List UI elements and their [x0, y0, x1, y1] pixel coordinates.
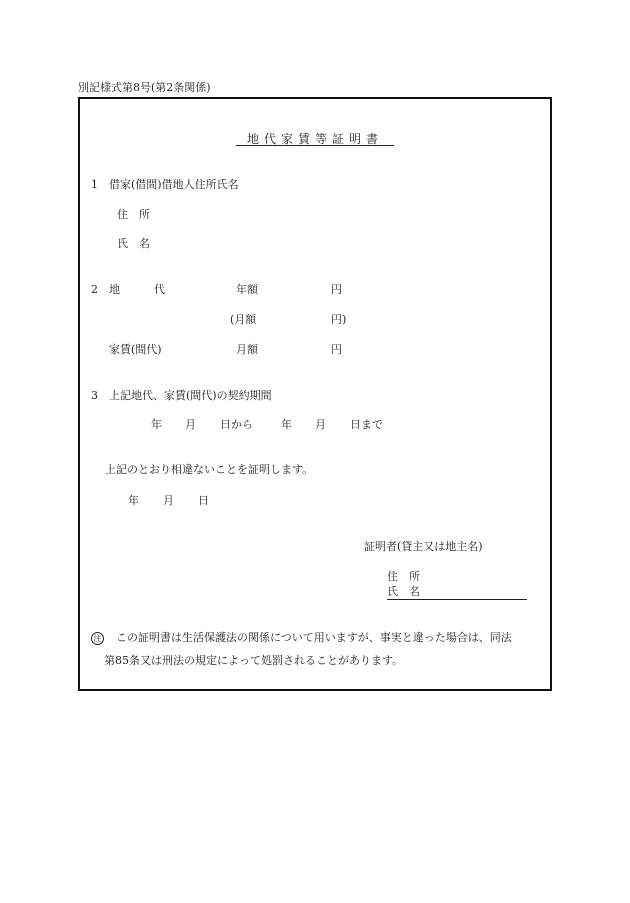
form-number: 別記様式第8号(第2条関係)	[78, 81, 211, 94]
note-line-2: 第85条又は刑法の規定によって処罰されることがあります。	[104, 654, 404, 667]
section3-heading: 3 上記地代、家賃(間代)の契約期間	[91, 389, 272, 402]
period-day-from: 日から	[220, 418, 253, 431]
period-year-to: 年	[281, 418, 292, 431]
note-marker	[91, 632, 104, 645]
tenant-address-label: 住 所	[117, 208, 150, 221]
house-rent-label: 家賃(間代)	[109, 343, 162, 356]
certifier-address-label: 住 所	[387, 570, 420, 583]
tenant-name-label: 氏 名	[117, 237, 150, 250]
certification-statement: 上記のとおり相違ないことを証明します。	[105, 463, 314, 476]
certifier-name-label: 氏 名	[387, 585, 420, 598]
land-rent-label: 地 代	[109, 283, 169, 296]
date-month: 月	[163, 494, 174, 507]
period-month-from: 月	[185, 418, 196, 431]
period-year-from: 年	[151, 418, 162, 431]
house-rent-monthly-yen: 円	[331, 343, 342, 356]
section2-number: 2	[91, 283, 98, 296]
land-rent-annual-label: 年額	[236, 283, 258, 296]
period-day-to: 日まで	[350, 418, 383, 431]
note-marker-circle: 注	[91, 632, 104, 645]
note-line-1: この証明書は生活保護法の関係について用いますが、事実と違った場合は、同法	[116, 631, 512, 644]
certifier-signature-line	[387, 599, 527, 600]
date-day: 日	[198, 494, 209, 507]
house-rent-monthly-label: 月額	[236, 343, 258, 356]
land-rent-monthly-label: (月額	[230, 313, 257, 326]
land-rent-monthly-yen: 円)	[331, 313, 347, 326]
land-rent-annual-yen: 円	[331, 283, 342, 296]
certifier-heading: 証明者(貸主又は地主名)	[364, 540, 483, 553]
form-title: 地代家賃等証明書	[236, 130, 394, 146]
section1-heading: 1 借家(借間)借地人住所氏名	[91, 178, 239, 191]
date-year: 年	[128, 494, 139, 507]
period-month-to: 月	[315, 418, 326, 431]
